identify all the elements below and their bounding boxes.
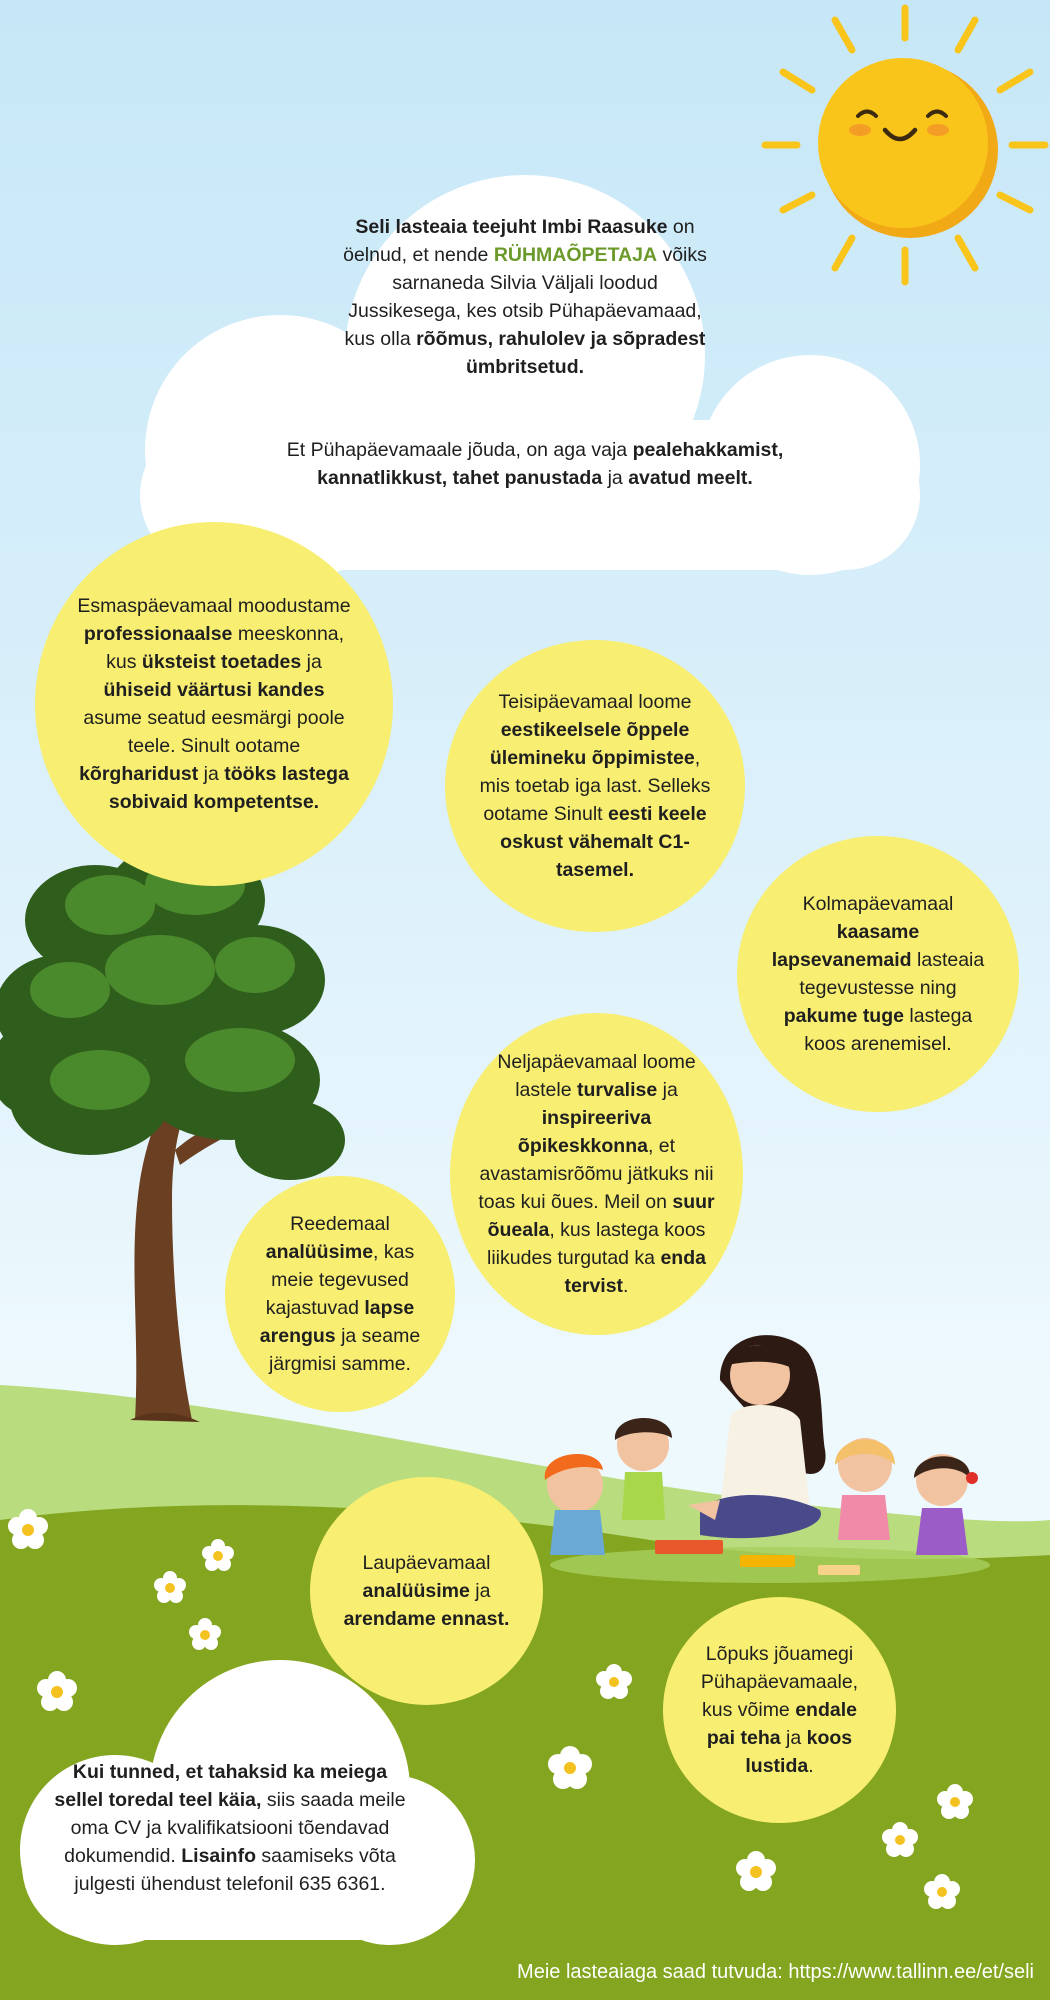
intro-requirements: Et Pühapäevamaale jõuda, on aga vaja pealehakkamist, kannatlikkust, tahet panustada ja avatud meelt. — [286, 439, 784, 489]
wednesday-circle: Kolmapäevamaal kaasame lapsevanemaid lasteaia tegevustesse ning pakume tuge lastega koos arenemisel. — [737, 836, 1019, 1112]
contact-paragraph: Kui tunned, et tahaksid ka meiega sellel toredal teel käia, siis saada meile oma CV ja kvalifikatsiooni tõendavad dokumendid. Lisainfo saamiseks võta julgesti ühendust telefonil 635 6361. — [54, 1761, 406, 1895]
monday-circle: Esmaspäevamaal moodustame professionaalse meeskonna, kus üksteist toetades ja ühiseid väärtusi kandes asume seatud eesmärgi poole teele. Sinult ootame kõrgharidust ja tööks lastega sobivaid kompetentse. — [35, 522, 393, 886]
teacher-role-highlight: RÜHMAÕPETAJA — [493, 244, 658, 266]
intro-lead: Seli lasteaia teejuht Imbi Raasuke — [355, 216, 668, 238]
footer-website-text: Meie lasteaiaga saad tutvuda: https://www.tallinn.ee/et/seli — [517, 1961, 1034, 1983]
tuesday-circle: Teisipäevamaal loome eestikeelsele õppele ülemineku õppimistee, mis toetab iga last. Selleks ootame Sinult eesti keele oskust vähemalt C1-tasemel. — [445, 640, 745, 932]
sun-icon — [765, 8, 1045, 282]
intro-paragraph: Seli lasteaia teejuht Imbi Raasuke on öelnud, et nende RÜHMAÕPETAJA võiks sarnaneda Silvia Väljali loodud Jussikesega, kes otsib Pühapäevamaad, kus olla rõõmus, rahulolev ja sõpradest ümbritsetud. — [343, 216, 707, 378]
friday-circle: Reedemaal analüüsime, kas meie tegevused kajastuvad lapse arengus ja seame järgmisi samme. — [225, 1176, 455, 1412]
sunday-circle: Lõpuks jõuamegi Pühapäevamaale, kus võime endale pai teha ja koos lustida. — [663, 1597, 896, 1823]
thursday-circle: Neljapäevamaal loome lastele turvalise ja inspireeriva õpikeskkonna, et avastamisrõõmu jätkuks nii toas kui õues. Meil on suur õueala, kus lastega koos liikudes turgutad ka enda tervist. — [450, 1013, 743, 1335]
saturday-circle: Laupäevamaal analüüsime ja arendame ennast. — [310, 1477, 543, 1705]
